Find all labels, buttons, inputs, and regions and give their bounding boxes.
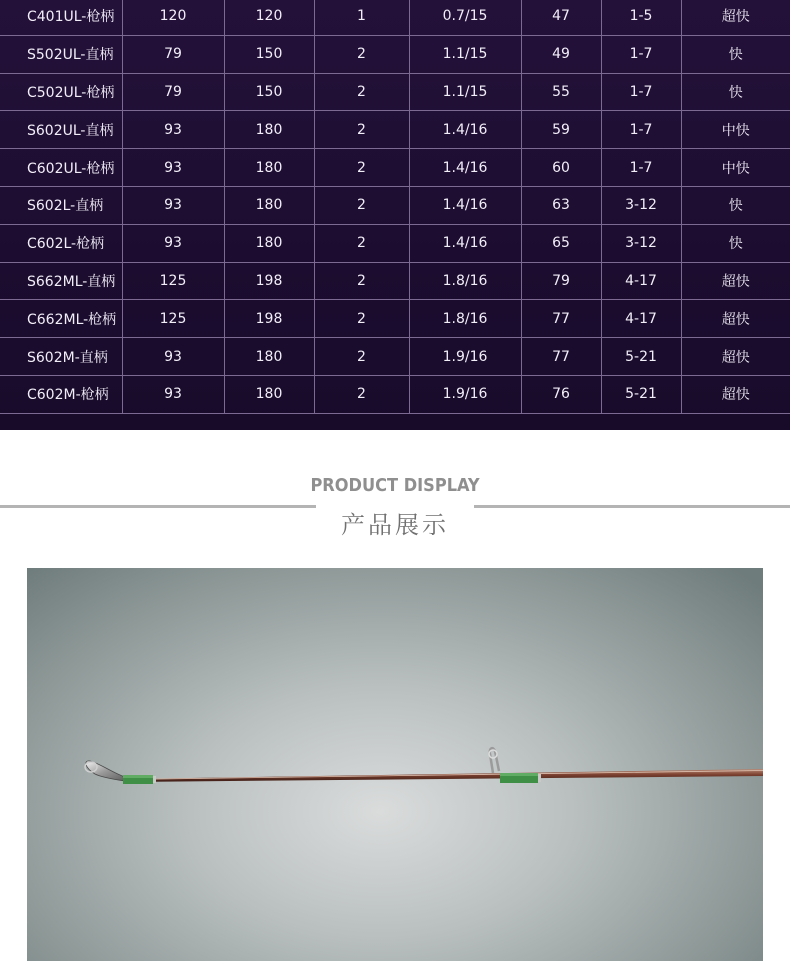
spec-cell: 77 (521, 338, 601, 376)
spec-row (0, 224, 790, 262)
spec-table (0, 0, 790, 414)
spec-cell: 1.1/15 (409, 73, 521, 111)
spec-cell: 4-17 (601, 262, 681, 300)
spec-cell: 3-12 (601, 186, 681, 224)
spec-cell: 5-21 (601, 375, 681, 413)
spec-cell: 快 (681, 35, 790, 73)
spec-row (0, 186, 790, 224)
spec-cell: 1-7 (601, 35, 681, 73)
spec-cell: 中快 (681, 111, 790, 149)
spec-cell: 180 (224, 149, 314, 187)
spec-cell: 2 (314, 300, 409, 338)
section-header (0, 470, 790, 540)
spec-row (0, 300, 790, 338)
rod-blank (123, 769, 763, 782)
spec-cell: 93 (122, 149, 224, 187)
spec-cell: 1.9/16 (409, 375, 521, 413)
spec-cell: 120 (122, 0, 224, 35)
spec-cell: 4-17 (601, 300, 681, 338)
spec-cell: 0.7/15 (409, 0, 521, 35)
model-cell: C602UL-枪柄 (0, 149, 122, 187)
spec-row (0, 149, 790, 187)
guide-wrap-highlight (500, 773, 538, 776)
spec-cell: 180 (224, 111, 314, 149)
spec-cell: 超快 (681, 375, 790, 413)
spec-cell: 2 (314, 35, 409, 73)
spec-cell: 47 (521, 0, 601, 35)
spec-cell: 1-7 (601, 73, 681, 111)
spec-cell: 93 (122, 375, 224, 413)
spec-cell: 1 (314, 0, 409, 35)
spec-cell: 1.4/16 (409, 111, 521, 149)
spec-cell: 180 (224, 224, 314, 262)
spec-cell: 93 (122, 338, 224, 376)
spec-row (0, 262, 790, 300)
spec-cell: 125 (122, 300, 224, 338)
guide-wrap-trim (538, 774, 541, 782)
spec-cell: 125 (122, 262, 224, 300)
spec-cell: 180 (224, 338, 314, 376)
tip-wrap-trim (153, 776, 156, 783)
spec-cell: 93 (122, 224, 224, 262)
spec-cell: 77 (521, 300, 601, 338)
section-title-cn: 产品展示 (341, 511, 449, 539)
model-cell: S602M-直柄 (0, 338, 122, 376)
spec-cell: 1-7 (601, 111, 681, 149)
fishing-rod-tip-icon (27, 568, 763, 961)
spec-cell: 60 (521, 149, 601, 187)
spec-cell: 120 (224, 0, 314, 35)
spec-cell: 中快 (681, 149, 790, 187)
spec-cell: 79 (122, 35, 224, 73)
spec-cell: 79 (122, 73, 224, 111)
spec-cell: 2 (314, 262, 409, 300)
spec-cell: 93 (122, 111, 224, 149)
spec-cell: 2 (314, 375, 409, 413)
spec-cell: 93 (122, 186, 224, 224)
model-cell: C602L-枪柄 (0, 224, 122, 262)
spec-cell: 1.4/16 (409, 149, 521, 187)
spec-cell: 76 (521, 375, 601, 413)
spec-cell: 150 (224, 73, 314, 111)
model-cell: C502UL-枪柄 (0, 73, 122, 111)
spec-cell: 59 (521, 111, 601, 149)
spec-cell: 79 (521, 262, 601, 300)
spec-row (0, 0, 790, 35)
spec-cell: 1-7 (601, 149, 681, 187)
model-cell: C662ML-枪柄 (0, 300, 122, 338)
spec-cell: 150 (224, 35, 314, 73)
spec-cell: 2 (314, 186, 409, 224)
spec-row (0, 35, 790, 73)
spec-cell: 快 (681, 224, 790, 262)
spec-cell: 198 (224, 262, 314, 300)
spec-row (0, 375, 790, 413)
spec-cell: 180 (224, 186, 314, 224)
spec-cell: 63 (521, 186, 601, 224)
spec-cell: 超快 (681, 338, 790, 376)
tip-top-guide (86, 761, 125, 781)
spec-cell: 1.9/16 (409, 338, 521, 376)
model-cell: S602UL-直柄 (0, 111, 122, 149)
spec-cell: 3-12 (601, 224, 681, 262)
spec-cell: 快 (681, 186, 790, 224)
spec-cell: 2 (314, 338, 409, 376)
spec-cell: 超快 (681, 262, 790, 300)
spec-cell: 超快 (681, 300, 790, 338)
spec-cell: 2 (314, 111, 409, 149)
model-cell: C401UL-枪柄 (0, 0, 122, 35)
spec-row (0, 338, 790, 376)
spec-cell: 1.8/16 (409, 262, 521, 300)
spec-cell: 49 (521, 35, 601, 73)
spec-cell: 超快 (681, 0, 790, 35)
spec-cell: 5-21 (601, 338, 681, 376)
product-photo (27, 568, 763, 961)
spec-cell: 2 (314, 149, 409, 187)
spec-cell: 198 (224, 300, 314, 338)
spec-cell: 1.4/16 (409, 186, 521, 224)
spec-row (0, 73, 790, 111)
spec-cell: 2 (314, 224, 409, 262)
spec-cell: 1-5 (601, 0, 681, 35)
spec-cell: 65 (521, 224, 601, 262)
spec-cell: 180 (224, 375, 314, 413)
model-cell: S602L-直柄 (0, 186, 122, 224)
spec-cell: 55 (521, 73, 601, 111)
spec-cell: 1.8/16 (409, 300, 521, 338)
spec-cell: 1.1/15 (409, 35, 521, 73)
spec-cell: 快 (681, 73, 790, 111)
spec-table-panel (0, 0, 790, 430)
model-cell: S502UL-直柄 (0, 35, 122, 73)
tip-wrap-highlight (123, 775, 153, 778)
model-cell: C602M-枪柄 (0, 375, 122, 413)
model-cell: S662ML-直柄 (0, 262, 122, 300)
section-title-en: PRODUCT DISPLAY (310, 475, 480, 496)
spec-cell: 2 (314, 73, 409, 111)
spec-cell: 1.4/16 (409, 224, 521, 262)
spec-row (0, 111, 790, 149)
running-guide-frame (490, 748, 499, 773)
